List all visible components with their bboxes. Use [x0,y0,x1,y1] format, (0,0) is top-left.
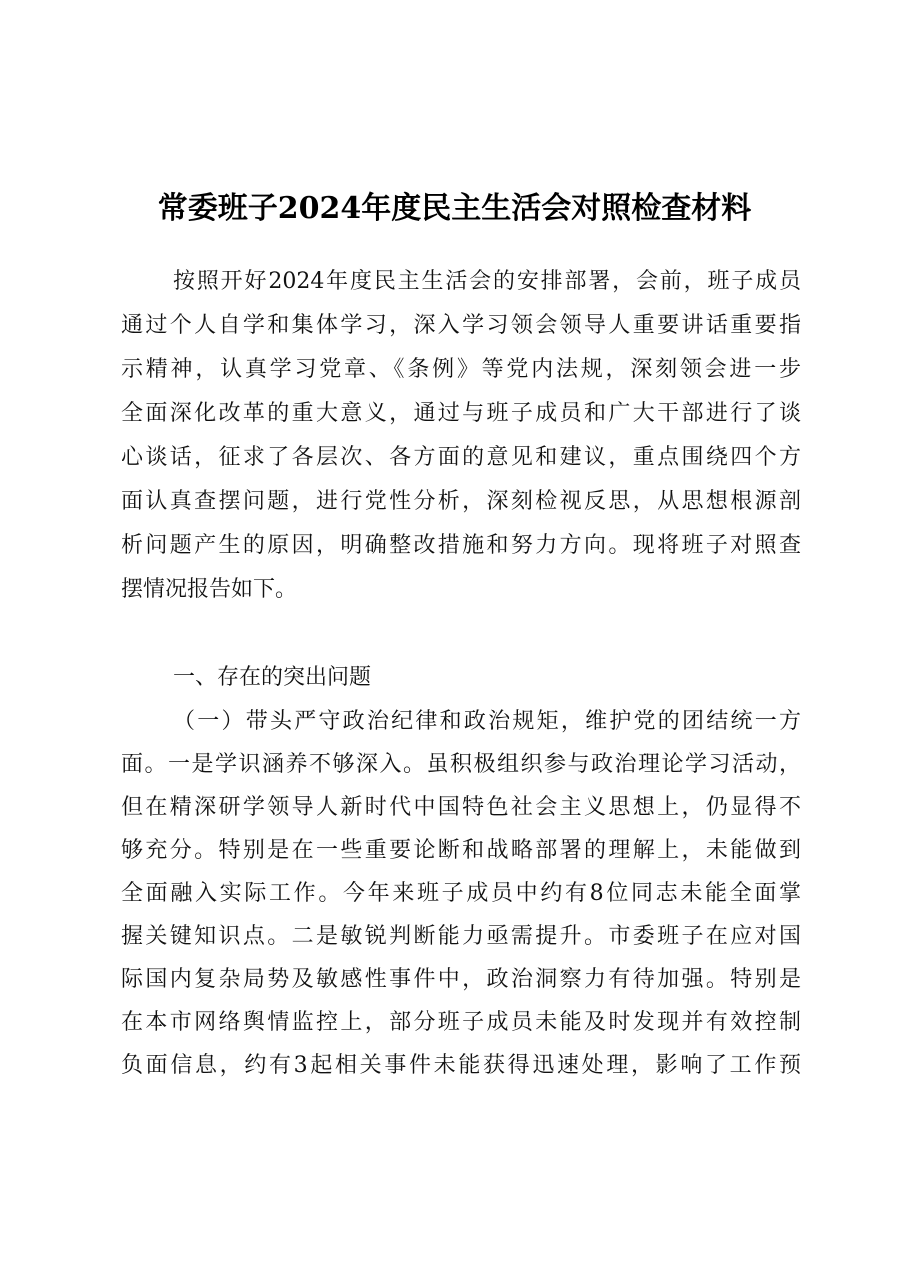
intro-line: 全面深化改革的重大意义，通过与班子成员和广大干部进行了谈 [121,401,801,426]
intro-line: 示精神，认真学习党章、《条例》等党内法规，深刻领会进一步 [121,357,801,382]
section-line: 在本市网络舆情监控上，部分班子成员未能及时发现并有效控制 [121,1010,801,1035]
intro-line: 面认真查摆问题，进行党性分析，深刻检视反思，从思想根源剖 [121,489,801,514]
section-line: 够充分。特别是在一些重要论断和战略部署的理解上，未能做到 [121,838,801,863]
document-title: 常委班子2024年度民主生活会对照检查材料 [157,191,752,226]
section-line: 但在精深研学领导人新时代中国特色社会主义思想上，仍显得不 [121,795,801,820]
section-line: 面。一是学识涵养不够深入。虽积极组织参与政治理论学习活动， [121,752,801,777]
section-line: 全面融入实际工作。今年来班子成员中约有8位同志未能全面掌 [121,881,801,906]
intro-line: 通过个人自学和集体学习，深入学习领会领导人重要讲话重要指 [121,313,801,338]
section-line: 握关键知识点。二是敏锐判断能力亟需提升。市委班子在应对国 [121,924,801,949]
intro-line: 心谈话，征求了各层次、各方面的意见和建议，重点围绕四个方 [121,445,801,470]
section-heading: 一、存在的突出问题 [173,665,372,690]
intro-line: 析问题产生的原因，明确整改措施和努力方向。现将班子对照查 [121,533,801,558]
section-line: 际国内复杂局势及敏感性事件中，政治洞察力有待加强。特别是 [121,967,801,992]
section-line: （一）带头严守政治纪律和政治规矩，维护党的团结统一方 [173,709,801,734]
intro-line: 按照开好2024年度民主生活会的安排部署，会前，班子成员 [173,269,801,294]
section-line: 负面信息，约有3起相关事件未能获得迅速处理，影响了工作预 [121,1053,801,1078]
intro-line: 摆情况报告如下。 [121,577,298,602]
